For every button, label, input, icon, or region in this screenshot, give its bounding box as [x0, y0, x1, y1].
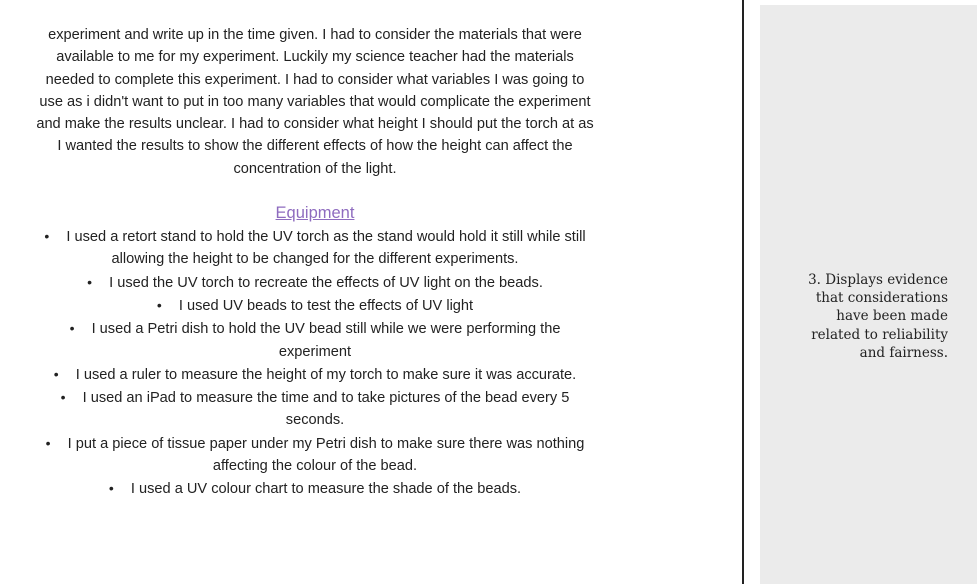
document-body [36, 24, 594, 501]
margin-gap [744, 0, 760, 584]
equipment-item-text: • I used a Petri dish to hold the UV bead still while we were performing the experiment [70, 321, 561, 359]
equipment-item-retort-stand [36, 225, 594, 271]
comment-panel [760, 5, 977, 584]
equipment-item-text: • I put a piece of tissue paper under my Petri dish to make sure there was nothing affecting the colour of the bead. [46, 436, 585, 474]
equipment-item-ruler [36, 363, 594, 386]
equipment-item-text: • I used a ruler to measure the height of my torch to make sure it was accurate. [54, 367, 576, 383]
equipment-item-uv-torch [36, 271, 594, 294]
equipment-item-uv-beads [36, 294, 594, 317]
equipment-list [36, 225, 594, 501]
equipment-item-uv-colour-chart [36, 477, 594, 500]
equipment-item-text: • I used a retort stand to hold the UV torch as the stand would hold it still while still allowing the height to be changed for the different experiments. [44, 229, 585, 267]
equipment-item-ipad [36, 386, 594, 432]
equipment-item-text: • I used an iPad to measure the time and to take pictures of the bead every 5 seconds. [61, 390, 570, 428]
equipment-item-text: • I used the UV torch to recreate the effects of UV light on the beads. [87, 275, 543, 291]
equipment-heading: Equipment [275, 204, 355, 223]
equipment-item-text: • I used UV beads to test the effects of UV light [157, 298, 473, 314]
intro-paragraph: experiment and write up in the time given. I had to consider the materials that were available to me for my experiment. Luckily my science teacher had the materials needed to complete this experiment. I had to consider what variables I was going to use as i didn't want to put in too many variables that would complicate the experiment and make the results unclear. I had to consider what height I should put the torch at as I wanted the results to show the different effects of how the height can affect the concentration of the light. [36, 27, 594, 177]
equipment-item-tissue-paper [36, 432, 594, 478]
comment-text: 3. Displays evidence that considerations have been made related to reliability and fairness. [808, 272, 948, 361]
equipment-item-text: • I used a UV colour chart to measure the shade of the beads. [109, 481, 521, 497]
equipment-item-petri-dish [36, 317, 594, 363]
